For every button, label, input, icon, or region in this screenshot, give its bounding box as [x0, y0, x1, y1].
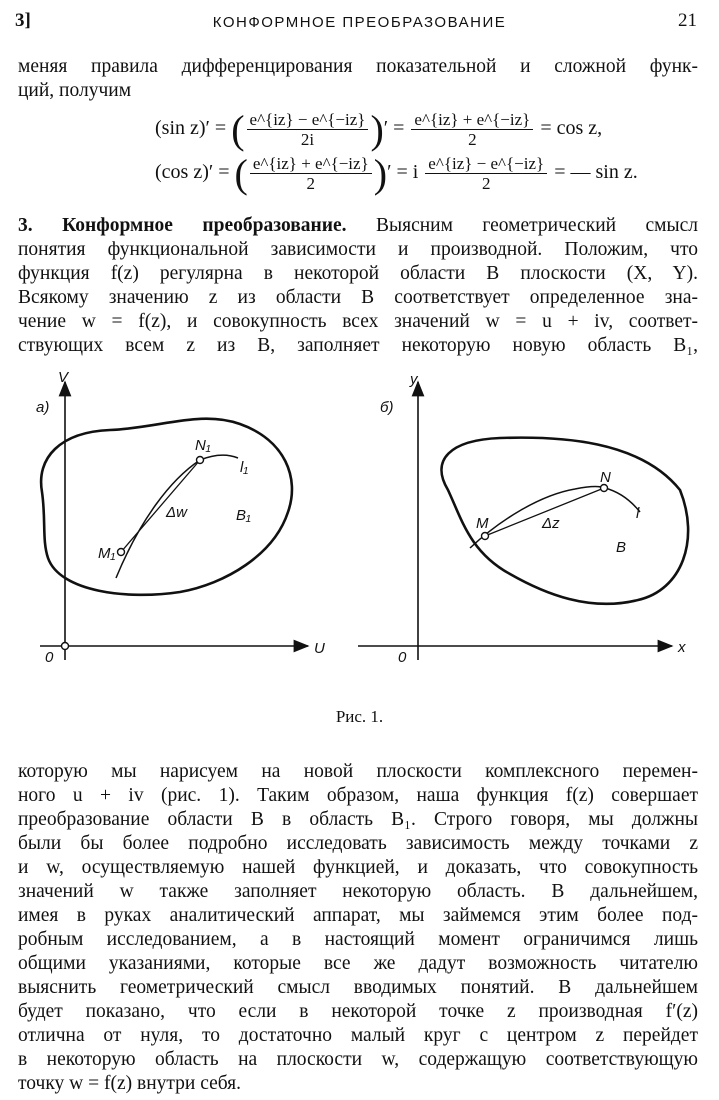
formula-rhs: = cos z,: [540, 117, 603, 140]
body-line: робным исследованием, а в настоящий момент ограничимся лишь: [18, 929, 698, 950]
body-line: ного u + iv (рис. 1). Таким образом, наша функция f(z) совершает: [18, 785, 698, 806]
fraction-denominator: 2: [482, 173, 491, 193]
body-line: будет показано, что если в некоторой точке z производная f′(z): [18, 1001, 698, 1022]
y-axis-label: y: [410, 371, 418, 388]
origin-dot: [62, 643, 69, 650]
fraction-numerator: e^{iz} − e^{−iz}: [425, 154, 547, 174]
label-n: N: [600, 469, 611, 486]
fraction-numerator: e^{iz} + e^{−iz}: [250, 154, 372, 174]
section-first-line: [18, 214, 698, 238]
section-heading: 3. Конформное преобразование.: [18, 215, 347, 236]
point-m1: [118, 549, 125, 556]
v-axis-label: V: [58, 369, 69, 386]
section-line: Выясним геометрический смысл: [346, 215, 699, 236]
intro-line: ций, получим: [18, 80, 132, 101]
label-m1: M₁: [98, 545, 116, 562]
section-line: ствующих всем z из B, заполняет некоторую новую область B₁,: [18, 335, 698, 356]
fraction-numerator: e^{iz} + e^{−iz}: [411, 110, 533, 130]
fraction-denominator: 2: [306, 173, 316, 193]
body-line: преобразование области B в область B₁. Строго говоря, мы должны: [18, 809, 698, 830]
label-delta-w: Δw: [166, 504, 187, 521]
section-line: чение w = f(z), и совокупность всех значений w = u + iv, соответ-: [18, 311, 698, 332]
point-n1: [197, 457, 204, 464]
figure-1: [0, 360, 719, 700]
formula-mid: = i: [396, 161, 419, 184]
section-line: понятия функциональной зависимости и производной. Положим, что: [18, 239, 698, 260]
label-b1: B₁: [236, 507, 251, 524]
fraction-denominator: 2: [468, 129, 477, 149]
label-l: l: [636, 505, 640, 522]
label-b: B: [616, 539, 627, 556]
body-line: отлична от нуля, то достаточно малый круг с центром z перейдет: [18, 1025, 698, 1046]
body-line: общими указаниями, которые все же дадут возможность читателю: [18, 953, 698, 974]
label-delta-z: Δz: [542, 515, 560, 532]
figure-panel-a: [40, 382, 308, 660]
section-line: Всякому значению z из области B соответствует определенное зна-: [18, 287, 698, 308]
label-l1: l₁: [240, 459, 249, 476]
body-line: значений w также заполняет некоторую область. В дальнейшем,: [18, 881, 698, 902]
section-marker: 3]: [15, 10, 31, 31]
label-m: M: [476, 515, 489, 532]
origin-label: 0: [45, 649, 54, 666]
body-line: были бы более подробно исследовать зависимость между точками z: [18, 833, 698, 854]
formula-lhs: (sin z)′ =: [155, 117, 227, 140]
figure-caption: Рис. 1.: [335, 707, 384, 726]
body-line: и w, осуществляемую нашей функцией, и доказать, что совокупность: [18, 857, 698, 878]
intro-line: меняя правила дифференцирования показательной и сложной функ-: [18, 56, 698, 77]
running-title: КОНФОРМНОЕ ПРЕОБРАЗОВАНИЕ: [212, 14, 507, 31]
body-line: которую мы нарисуем на новой плоскости комплексного перемен-: [18, 761, 698, 782]
point-m: [482, 533, 489, 540]
formula-rhs: = — sin z.: [554, 161, 638, 184]
section-line: функция f(z) регулярна в некоторой области B плоскости (X, Y).: [18, 263, 698, 284]
label-n1: N₁: [195, 437, 211, 454]
formula-sin: (sin z)′ = ( $\frac{e\^{}\{iz\} - e\^{}\{-iz\}}{2i}$ )′ = $\frac{e\^{}\{iz\} + e\^{}\{-iz\}}{2}$ = cos z,: [155, 107, 603, 152]
u-axis-label: U: [314, 640, 325, 657]
chord-delta-w: [121, 460, 200, 552]
origin-label: 0: [398, 649, 407, 666]
body-line: в некоторую область на плоскости w, содержащую соответствующую: [18, 1049, 698, 1070]
fraction-denominator: 2i: [300, 129, 315, 149]
formula-mid: =: [393, 117, 405, 140]
formula-cos: (cos z)′ = ( $\frac{e\^{}\{iz\} + e\^{}\{-iz\}}{2}$ )′ = i $\frac{e\^{}\{iz\} - e\^{}\{-iz\}}{2}$ = — sin z.: [155, 151, 638, 196]
page-number: 21: [678, 10, 697, 31]
fraction-numerator: e^{iz} − e^{−iz}: [247, 110, 369, 130]
body-line: выяснить геометрический смысл вводимых понятий. В дальнейшем: [18, 977, 698, 998]
body-line: имея в руках аналитический аппарат, мы займемся этим более под-: [18, 905, 698, 926]
panel-label-b: б): [380, 399, 394, 416]
body-line: точку w = f(z) внутри себя.: [18, 1073, 242, 1094]
formula-lhs: (cos z)′ =: [155, 161, 230, 184]
panel-label-a: а): [36, 399, 50, 416]
x-axis-label: x: [678, 639, 686, 656]
